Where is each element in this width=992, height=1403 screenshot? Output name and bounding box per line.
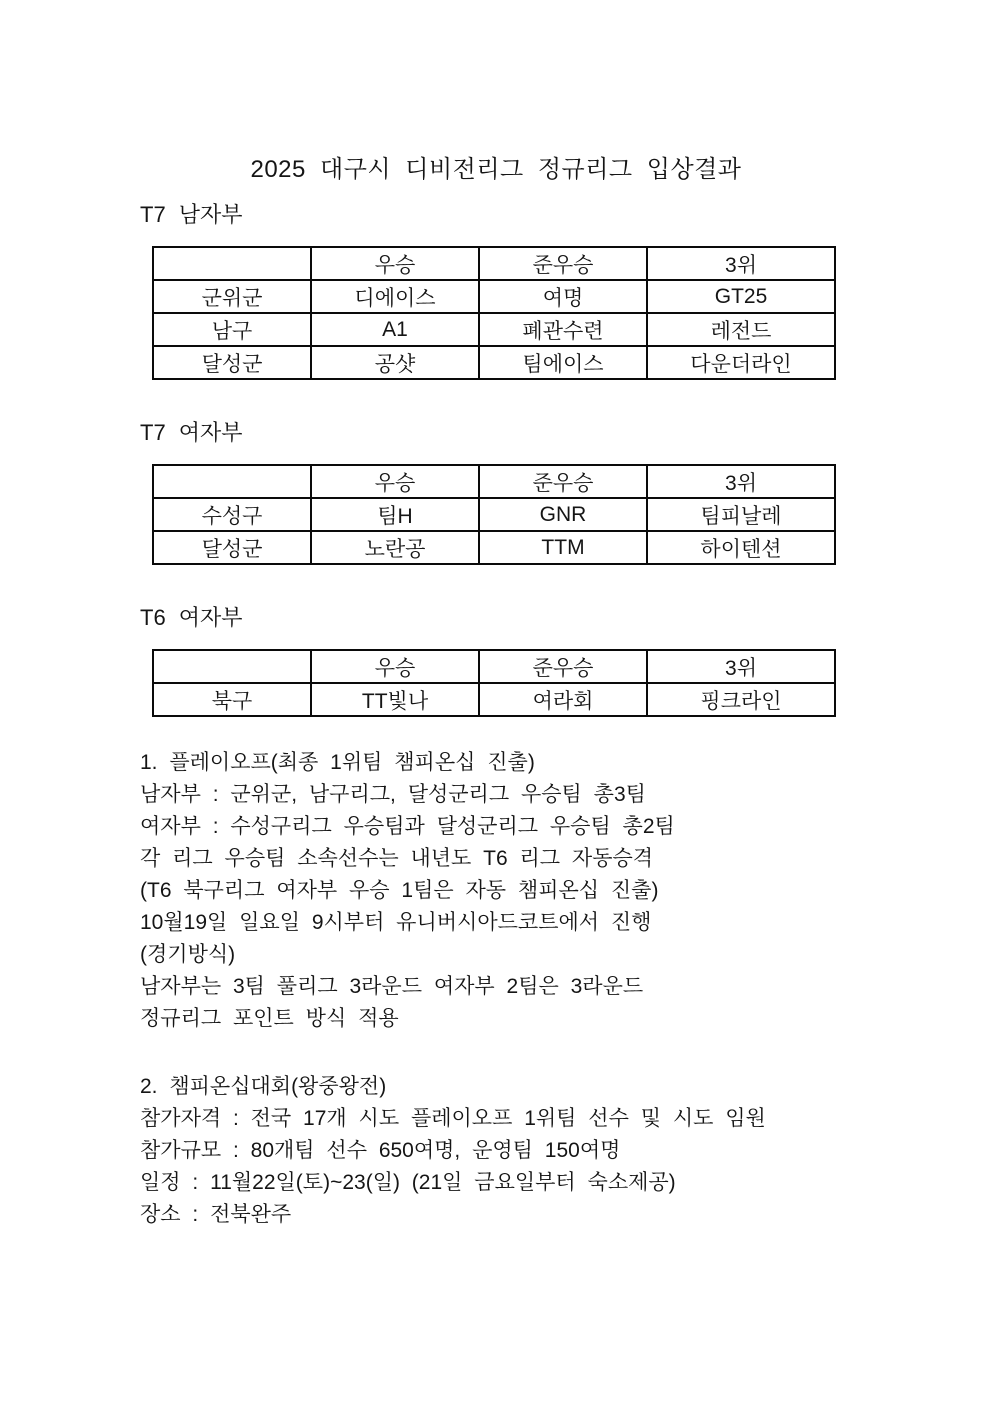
- text-line: 참가규모 : 80개팀 선수 650여명, 운영팀 150여명: [140, 1139, 621, 1162]
- text-line: (경기방식): [140, 943, 236, 966]
- column-header: [153, 247, 311, 280]
- table-cell: TT빛나: [311, 683, 479, 716]
- results-table-t6-women: [152, 649, 836, 717]
- column-header: 3위: [647, 247, 835, 280]
- table-body: [153, 280, 835, 379]
- table-cell: 북구: [153, 683, 311, 716]
- table-header: [153, 650, 835, 683]
- table-cell: 노란공: [311, 531, 479, 564]
- table-cell: 팀피날레: [647, 498, 835, 531]
- table-cell: 팀에이스: [479, 346, 647, 379]
- table-cell: A1: [311, 313, 479, 346]
- table-cell: 핑크라인: [647, 683, 835, 716]
- table-body: [153, 498, 835, 564]
- table-cell: 하이텐션: [647, 531, 835, 564]
- table-row: [153, 313, 835, 346]
- column-header: 준우승: [479, 650, 647, 683]
- section-heading-t7-women: T7 여자부: [140, 420, 243, 445]
- table-row: [153, 531, 835, 564]
- text-line: 2. 챔피온십대회(왕중왕전): [140, 1075, 387, 1098]
- table-row: [153, 683, 835, 716]
- text-line: 참가자격 : 전국 17개 시도 플레이오프 1위팀 선수 및 시도 임원: [140, 1107, 766, 1130]
- text-line: (T6 북구리그 여자부 우승 1팀은 자동 챔피온십 진출): [140, 879, 659, 902]
- text-line: 남자부는 3팀 풀리그 3라운드 여자부 2팀은 3라운드: [140, 975, 644, 998]
- table-cell: GNR: [479, 498, 647, 531]
- table-row: [153, 280, 835, 313]
- section-heading-t6-women: T6 여자부: [140, 605, 243, 630]
- text-line: 1. 플레이오프(최종 1위팀 챔피온십 진출): [140, 751, 535, 774]
- column-header: 준우승: [479, 247, 647, 280]
- table-cell: 팀H: [311, 498, 479, 531]
- table-cell: 공샷: [311, 346, 479, 379]
- table-cell: 수성구: [153, 498, 311, 531]
- page-title: 2025 대구시 디비전리그 정규리그 입상결과: [250, 156, 742, 183]
- column-header: 3위: [647, 465, 835, 498]
- table-cell: 여명: [479, 280, 647, 313]
- column-header: 준우승: [479, 465, 647, 498]
- table-cell: 달성군: [153, 346, 311, 379]
- table-header-row: [153, 465, 835, 498]
- table-cell: 다운더라인: [647, 346, 835, 379]
- table-cell: GT25: [647, 280, 835, 313]
- table-cell: 달성군: [153, 531, 311, 564]
- table-row: [153, 498, 835, 531]
- table-cell: 폐관수련: [479, 313, 647, 346]
- text-line: 10월19일 일요일 9시부터 유니버시아드코트에서 진행: [140, 911, 652, 934]
- column-header: 3위: [647, 650, 835, 683]
- text-line: 장소 : 전북완주: [140, 1203, 292, 1226]
- text-line: 여자부 : 수성구리그 우승팀과 달성군리그 우승팀 총2팀: [140, 815, 675, 838]
- column-header: 우승: [311, 650, 479, 683]
- paragraph-championship: [140, 1071, 860, 1231]
- section-t7-women: [0, 418, 992, 565]
- table-body: [153, 683, 835, 716]
- text-line: 남자부 : 군위군, 남구리그, 달성군리그 우승팀 총3팀: [140, 783, 646, 806]
- table-header: [153, 465, 835, 498]
- table-header-row: [153, 247, 835, 280]
- column-header: [153, 465, 311, 498]
- table-header-row: [153, 650, 835, 683]
- section-heading-t7-men: T7 남자부: [140, 202, 243, 227]
- column-header: 우승: [311, 465, 479, 498]
- table-cell: 레전드: [647, 313, 835, 346]
- results-table-t7-women: [152, 464, 836, 565]
- text-line: 일정 : 11월22일(토)~23(일) (21일 금요일부터 숙소제공): [140, 1171, 676, 1194]
- table-cell: 디에이스: [311, 280, 479, 313]
- results-table-t7-men: [152, 246, 836, 380]
- section-t6-women: [0, 603, 992, 717]
- table-cell: 남구: [153, 313, 311, 346]
- column-header: [153, 650, 311, 683]
- text-line: 정규리그 포인트 방식 적용: [140, 1007, 399, 1030]
- column-header: 우승: [311, 247, 479, 280]
- table-cell: TTM: [479, 531, 647, 564]
- text-line: 각 리그 우승팀 소속선수는 내년도 T6 리그 자동승격: [140, 847, 654, 870]
- table-cell: 군위군: [153, 280, 311, 313]
- paragraph-playoff: [140, 747, 860, 1035]
- table-header: [153, 247, 835, 280]
- table-row: [153, 346, 835, 379]
- section-t7-men: [0, 200, 992, 380]
- table-cell: 여라회: [479, 683, 647, 716]
